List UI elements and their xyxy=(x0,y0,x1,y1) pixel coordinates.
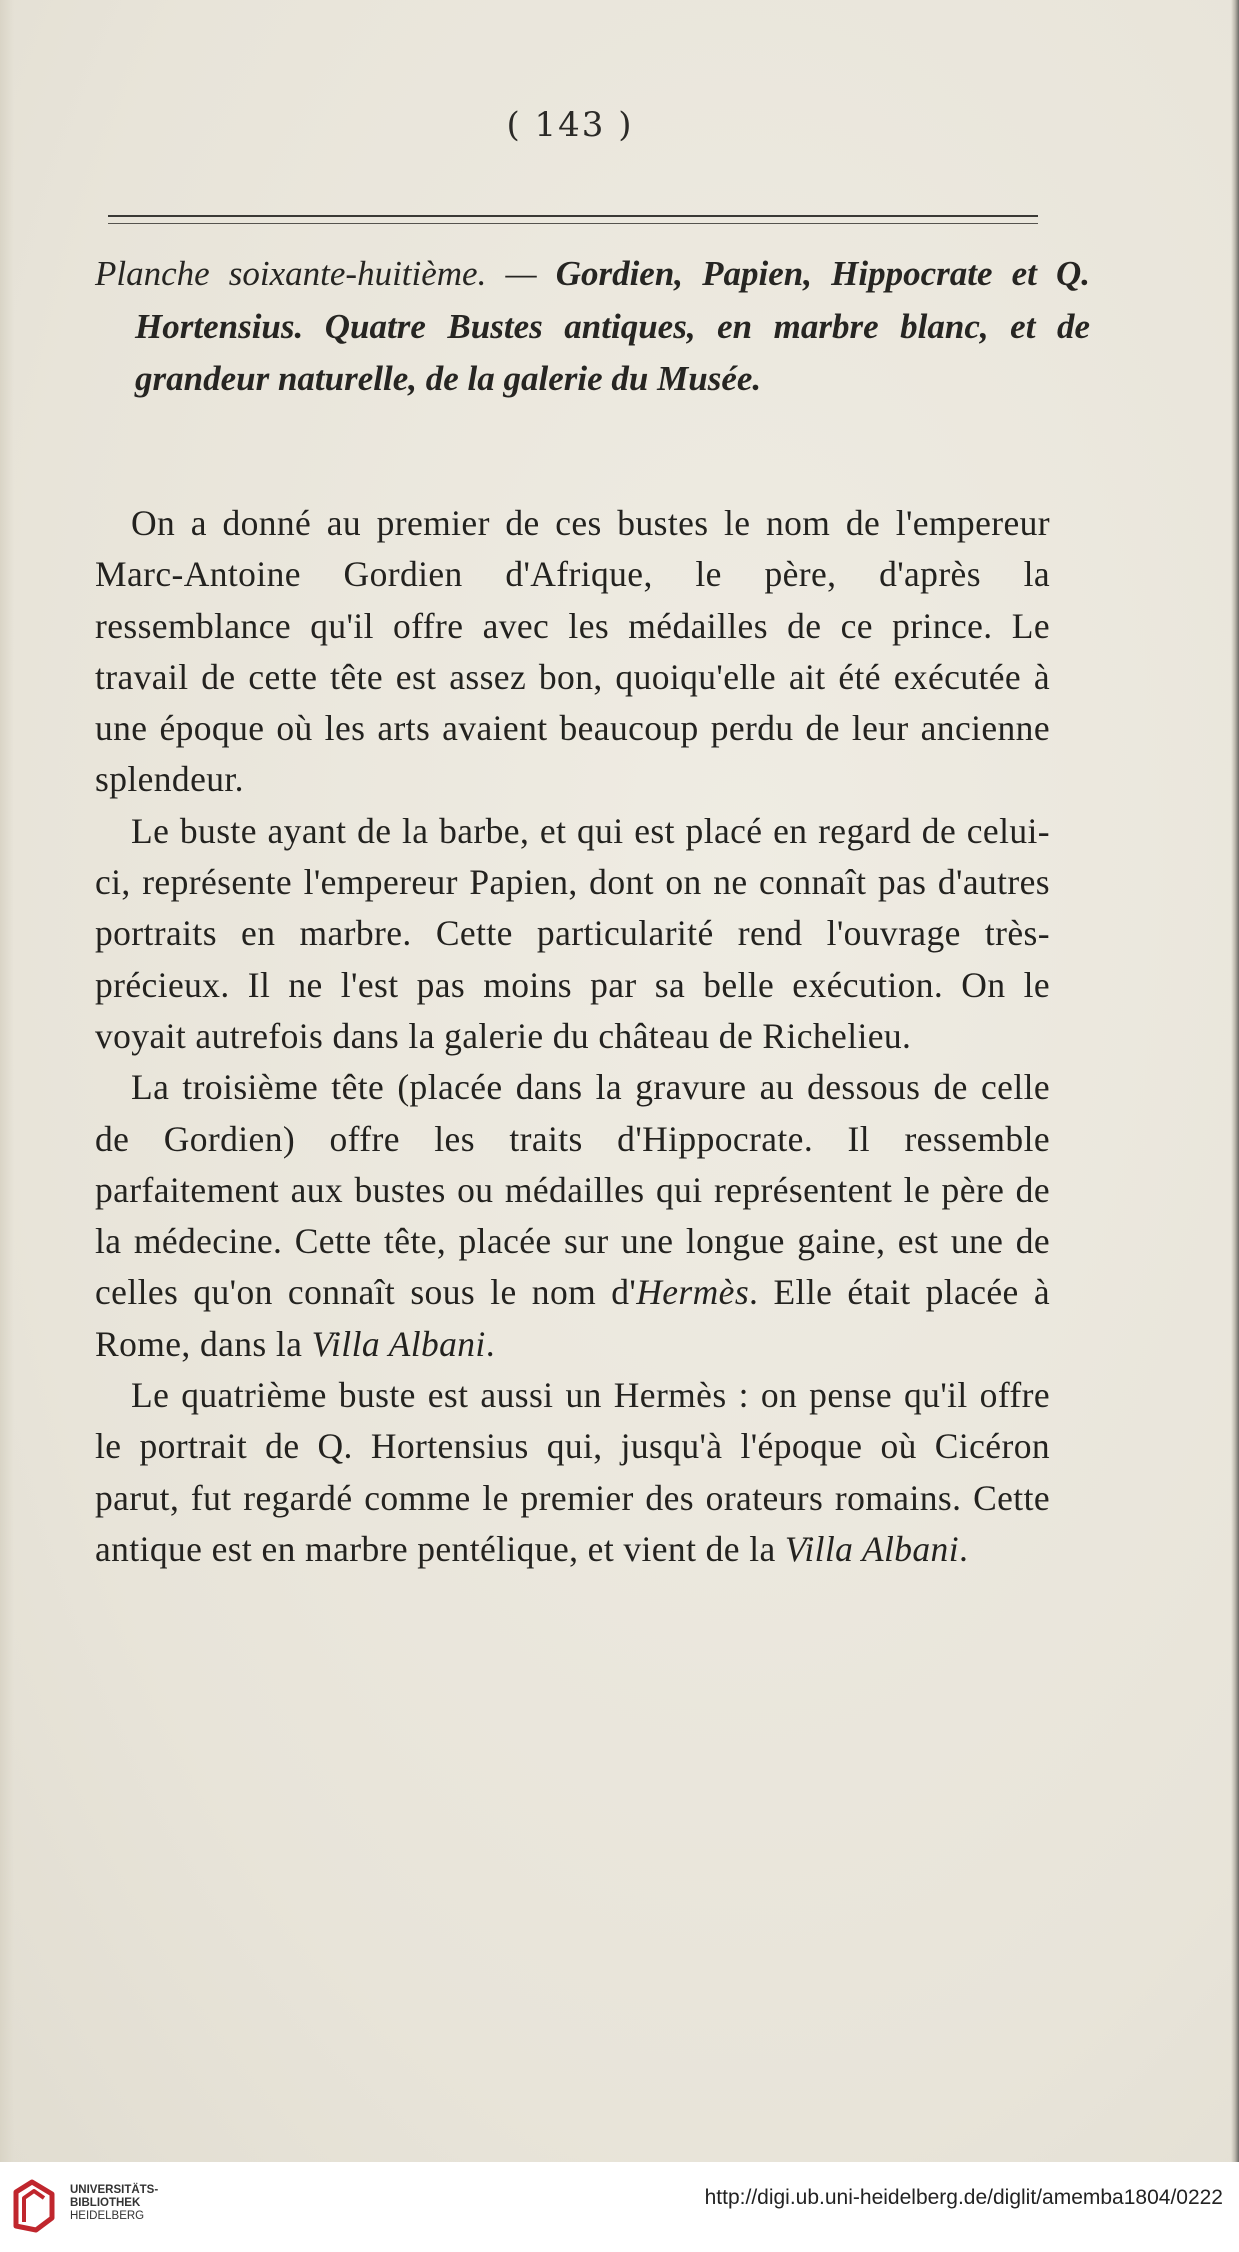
paragraph-3-italic-hermes: Hermès xyxy=(636,1272,750,1313)
paragraph-3 xyxy=(95,1062,1050,1370)
paragraph-2: Le buste ayant de la barbe, et qui est placé en regard de celui-ci, représente l'empereur Papien, dont on ne connaît pas d'autres portraits en marbre. Cette particularité rend l'ouvrage très-précieux. Il ne l'est pas moins par sa belle exécution. On le voyait autrefois dans la galerie du château de Richelieu. xyxy=(95,810,1050,1056)
library-name-line-2: BIBLIOTHEK xyxy=(70,2197,141,2209)
paragraph-1: On a donné au premier de ces bustes le nom de l'empereur Marc-Antoine Gordien d'Afrique, le père, d'après la ressemblance qu'il offre avec les médailles de ce prince. Le travail de cette tête est assez bon, quoiqu'elle ait été exécutée à une époque où les arts avaient beaucoup perdu de leur ancienne splendeur. xyxy=(95,503,1050,800)
page-edge-right xyxy=(1231,0,1239,2162)
header-rule-thick xyxy=(108,215,1038,217)
caption-lead: Planche soixante-huitième. — xyxy=(95,254,537,293)
header-rule-thin xyxy=(108,223,1038,224)
paragraph-4-part-a: Le quatrième buste est aussi un Hermès : on pense qu'il offre le portrait de Q. Hortensius qui, jusqu'à l'époque où Cicéron parut, fut regardé comme le premier des orateurs romains. Cette antique est en marbre pentélique, et vient de la xyxy=(95,1375,1050,1569)
paragraph-4-part-b: . xyxy=(958,1528,969,1569)
paragraph-3-italic-villa: Villa Albani xyxy=(311,1323,486,1364)
library-name xyxy=(70,2184,158,2223)
body-text xyxy=(95,498,1050,1575)
library-name-line-3: HEIDELBERG xyxy=(70,2210,145,2222)
page-edge-left xyxy=(0,0,14,2162)
paragraph-3-part-a: La troisième tête (placée dans la gravure au dessous de celle de Gordien) offre les traits d'Hippocrate. Il ressemble parfaitement aux bustes ou médailles qui représentent le père de la médecine. Cette tête, placée sur une longue gaine, est une de celles qu'on connaît sous le nom d' xyxy=(95,1067,1050,1313)
permalink-url[interactable]: http://digi.ub.uni-heidelberg.de/diglit/amemba1804/0222 xyxy=(704,2186,1223,2209)
library-name-line-1: UNIVERSITÄTS- xyxy=(70,2184,159,2196)
paragraph-3-part-b: . Elle était placée à Rome, dans la xyxy=(95,1272,1050,1364)
caption-title: Gordien, Papien, Hippocrate et Q. Hortensius. Quatre Bustes antiques, en marbre blanc, et de grandeur naturelle, de la galerie du Musée. xyxy=(135,254,1090,398)
viewer-footer xyxy=(0,2162,1239,2252)
paragraph-3-part-c: . xyxy=(485,1323,495,1364)
library-logo-icon[interactable] xyxy=(12,2174,56,2234)
paragraph-4 xyxy=(95,1370,1050,1575)
page-number: ( 143 ) xyxy=(506,105,634,145)
paragraph-4-italic-villa: Villa Albani xyxy=(784,1528,959,1569)
plate-caption xyxy=(95,248,1090,406)
